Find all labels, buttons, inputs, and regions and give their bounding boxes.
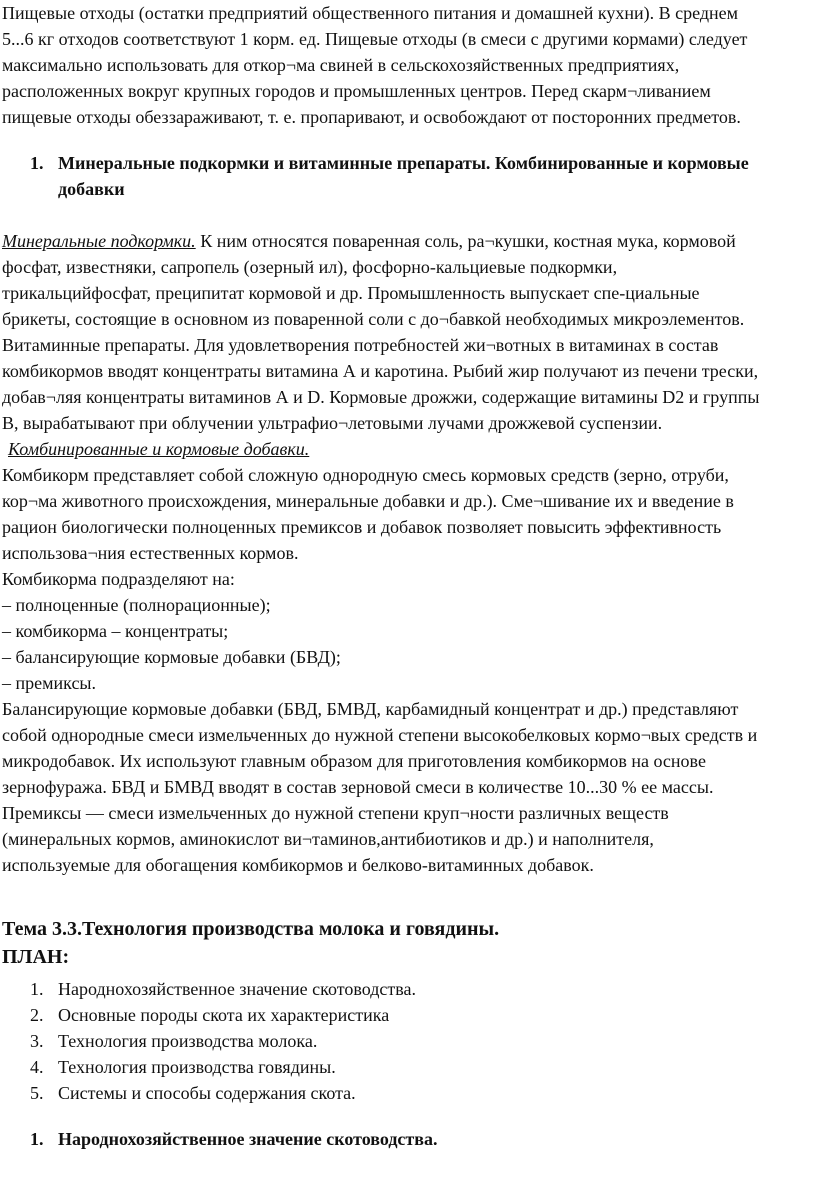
plan-item-number: 2. bbox=[30, 1005, 44, 1025]
plan-item bbox=[30, 1054, 416, 1080]
list-item: – балансирующие кормовые добавки (БВД); bbox=[2, 647, 341, 667]
text-line: брикеты, состоящие в основном из поваренной соли с до¬бавкой необходимых микроэлементов. bbox=[2, 309, 745, 329]
text-line: В, вырабатывают при облучении ультрафио¬летовыми лучами дрожжевой суспензии. bbox=[2, 413, 663, 433]
text-line: собой однородные смеси измельченных до нужной степени высокобелковых кормо¬вых средств и bbox=[2, 725, 758, 745]
section-title-line: добавки bbox=[58, 179, 125, 199]
mineral-paragraph bbox=[2, 228, 814, 436]
text-line: рацион биологически полноценных премиксов и добавок позволяет повысить эффективность bbox=[2, 517, 722, 537]
intro-paragraph bbox=[2, 0, 814, 130]
text-line: комбикормов вводят концентраты витамина А и каротина. Рыбий жир получают из печени трески, bbox=[2, 361, 759, 381]
text-line: (минеральных кормов, аминокислот ви¬таминов,антибиотиков и др.) и наполнителя, bbox=[2, 829, 654, 849]
plan-item-text: Системы и способы содержания скота. bbox=[58, 1083, 356, 1103]
text-line: фосфат, известняки, сапропель (озерный ил), фосфорно-кальциевые подкормки, bbox=[2, 257, 618, 277]
text-line: кор¬ма животного происхождения, минеральные добавки и др.). Сме¬шивание их и введение в bbox=[2, 491, 734, 511]
plan-item-number: 4. bbox=[30, 1057, 44, 1077]
plan-item-number: 3. bbox=[30, 1031, 44, 1051]
text-line: Комбикорм представляет собой сложную однородную смесь кормовых средств (зерно, отруби, bbox=[2, 465, 729, 485]
list-item: – полноценные (полнорационные); bbox=[2, 595, 271, 615]
plan-list bbox=[30, 976, 416, 1106]
text-line: Пищевые отходы (остатки предприятий общественного питания и домашней кухни). В среднем bbox=[2, 3, 739, 23]
text-line: расположенных вокруг крупных городов и промышленных центров. Перед скарм¬ливанием bbox=[2, 81, 711, 101]
final-section-heading bbox=[30, 1126, 810, 1152]
text-line: Комбикорма подразделяют на: bbox=[2, 569, 235, 589]
plan-item-text: Технология производства молока. bbox=[58, 1031, 318, 1051]
plan-item-text: Технология производства говядины. bbox=[58, 1057, 336, 1077]
text-line: используемые для обогащения комбикормов и белково-витаминных добавок. bbox=[2, 855, 594, 875]
text-line: добав¬ляя концентраты витаминов А и D. Кормовые дрожжи, содержащие витамины D2 и группы bbox=[2, 387, 760, 407]
combined-section bbox=[2, 436, 814, 878]
section-title-line: Минеральные подкормки и витаминные препараты. Комбинированные и кормовые bbox=[58, 153, 749, 173]
section-heading bbox=[30, 150, 810, 202]
plan-item bbox=[30, 1080, 416, 1106]
text-segment: К ним относятся поваренная соль, ра¬кушки, костная мука, кормовой bbox=[195, 231, 736, 251]
text-line: максимально использовать для откор¬ма свиней в сельскохозяйственных предприятиях, bbox=[2, 55, 680, 75]
plan-item bbox=[30, 1028, 416, 1054]
list-item: – комбикорма – концентраты; bbox=[2, 621, 229, 641]
text-line: Премиксы — смеси измельченных до нужной степени круп¬ности различных веществ bbox=[2, 803, 669, 823]
plan-label: ПЛАН: bbox=[2, 946, 70, 968]
text-line: зернофуража. БВД и БМВД вводят в состав зерновой смеси в количестве 10...30 % ее массы. bbox=[2, 777, 714, 797]
text-line: 5...6 кг отходов соответствуют 1 корм. ед. Пищевые отходы (в смеси с другими кормами) следует bbox=[2, 29, 748, 49]
text-line: трикальцийфосфат, преципитат кормовой и др. Промышленность выпускает спе-циальные bbox=[2, 283, 700, 303]
text-line: пищевые отходы обеззараживают, т. е. пропаривают, и освобождают от посторонних предметов. bbox=[2, 107, 741, 127]
combined-label-line bbox=[2, 436, 814, 462]
plan-item-number: 5. bbox=[30, 1083, 44, 1103]
text-line: Балансирующие кормовые добавки (БВД, БМВД, карбамидный концентрат и др.) представляют bbox=[2, 699, 739, 719]
combined-label: Комбинированные и кормовые добавки. bbox=[8, 439, 310, 459]
topic-title: Тема 3.3.Технология производства молока и говядины. bbox=[2, 918, 500, 940]
plan-item-number: 1. bbox=[30, 979, 44, 999]
section-number: 1. bbox=[30, 1129, 44, 1149]
text-line: Витаминные препараты. Для удовлетворения потребностей жи¬вотных в витаминах в состав bbox=[2, 335, 719, 355]
section-title: Народнохозяйственное значение скотоводства. bbox=[58, 1129, 438, 1149]
section-number: 1. bbox=[30, 153, 44, 173]
mineral-label: Минеральные подкормки. bbox=[2, 231, 196, 251]
list-item: – премиксы. bbox=[2, 673, 97, 693]
text-line bbox=[2, 228, 814, 254]
text-line: использова¬ния естественных кормов. bbox=[2, 543, 299, 563]
plan-item-text: Народнохозяйственное значение скотоводства. bbox=[58, 979, 417, 999]
text-line: микродобавок. Их используют главным образом для приготовления комбикормов на основе bbox=[2, 751, 706, 771]
plan-item bbox=[30, 976, 416, 1002]
plan-item-text: Основные породы скота их характеристика bbox=[58, 1005, 390, 1025]
plan-item bbox=[30, 1002, 416, 1028]
